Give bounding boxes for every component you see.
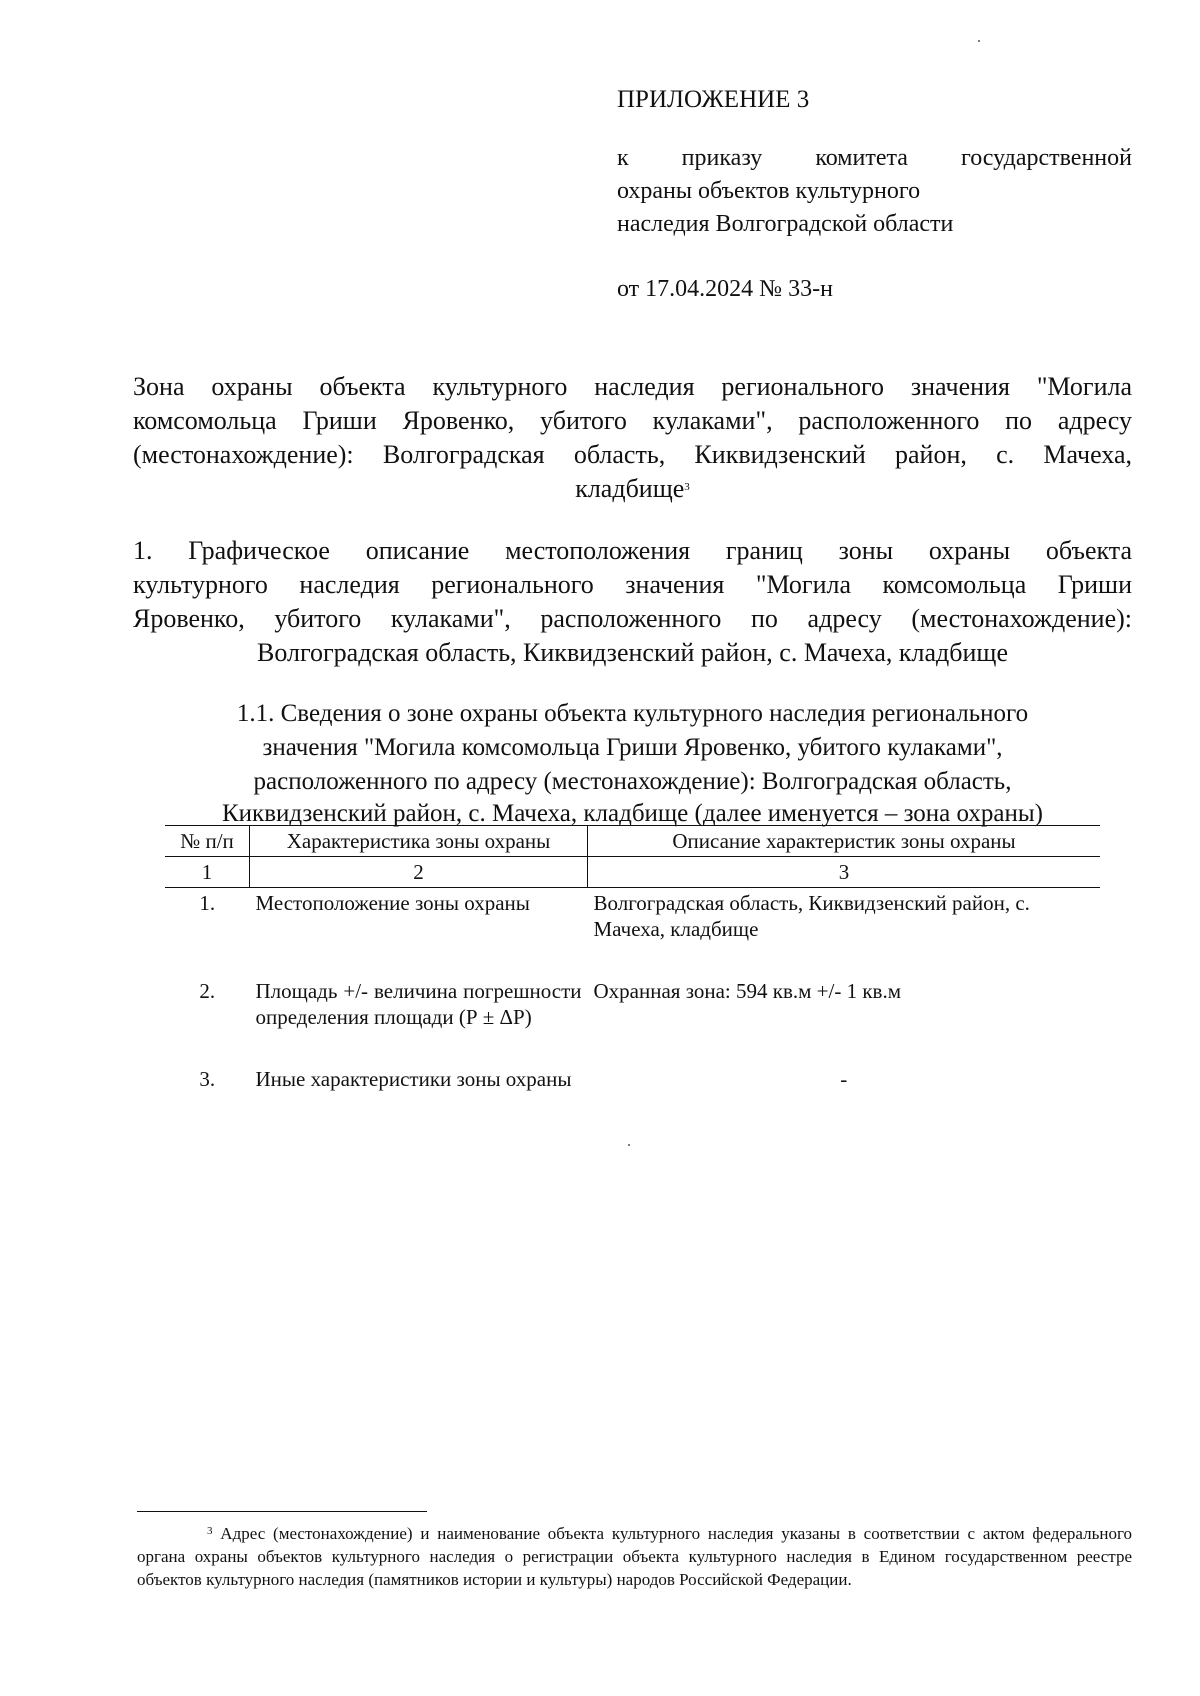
- row-description: -: [840, 1067, 848, 1091]
- section11-line-2: значения "Могила комсомольца Гриши Яровенко, убитого кулаками",: [262, 734, 1003, 761]
- table-row: [165, 888, 1100, 945]
- section1-line-3: Яровенко, убитого кулаками", расположенного по адресу (местонахождение):: [133, 604, 1132, 633]
- column-number-1: 1: [165, 857, 250, 888]
- row-description: Волгоградская область, Киквидзенский район, с. Мачеха, кладбище: [593, 891, 1030, 941]
- section11-line-4: Киквидзенский район, с. Мачеха, кладбище (далее именуется – зона охраны): [222, 800, 1043, 827]
- heading-line-2: комсомольца Гриши Яровенко, убитого кулаками", расположенного по адресу: [133, 406, 1132, 435]
- row-number: 1.: [199, 891, 216, 915]
- heading-line-3: (местонахождение): Волгоградская область, Киквидзенский район, с. Мачеха,: [133, 440, 1132, 469]
- row-characteristic: Местоположение зоны охраны: [255, 891, 530, 915]
- appendix-date: от 17.04.2024 № 33-н: [617, 276, 833, 302]
- table-row: [165, 1032, 1100, 1094]
- column-number-3: 3: [588, 857, 1101, 888]
- heading-line-4-text: кладбище: [575, 474, 685, 503]
- heading-line-4: [133, 473, 1132, 505]
- footnote-separator: [137, 1511, 427, 1512]
- scan-speck: [628, 1144, 630, 1146]
- table-header-row: [165, 826, 1100, 857]
- appendix-order-line-1: к приказу комитета государственной: [617, 145, 1132, 171]
- table-row: [165, 944, 1100, 1032]
- header-number: № п/п: [165, 826, 250, 857]
- heading-footnote-ref: 3: [684, 481, 690, 493]
- row-number: 3.: [199, 1067, 216, 1091]
- section11-line-3: расположенного по адресу (местонахождение): Волгоградская область,: [253, 768, 1012, 795]
- zone-table: [165, 825, 1100, 1094]
- row-number: 2.: [199, 979, 216, 1003]
- section1-line-4: Волгоградская область, Киквидзенский район, с. Мачеха, кладбище: [257, 638, 1008, 667]
- header-description: Описание характеристик зоны охраны: [588, 826, 1101, 857]
- row-characteristic: Иные характеристики зоны охраны: [255, 1067, 572, 1091]
- heading-line-1: Зона охраны объекта культурного наследия регионального значения "Могила: [133, 372, 1132, 401]
- column-number-2: 2: [250, 857, 588, 888]
- footnote: [137, 1522, 1132, 1591]
- section1-line-2: культурного наследия регионального значения "Могила комсомольца Гриши: [133, 570, 1132, 599]
- appendix-order-line-2: охраны объектов культурного: [617, 178, 921, 204]
- footnote-text: Адрес (местонахождение) и наименование объекта культурного наследия указаны в соответствии с актом федерального органа охраны объектов культурного наследия о регистрации объекта культурного наследия в Едином государственном реестре объектов культурного наследия (памятников истории и культуры) народов Российской Федерации.: [137, 1524, 1132, 1589]
- appendix-title: ПРИЛОЖЕНИЕ 3: [617, 86, 810, 113]
- row-description: Охранная зона: 594 кв.м +/- 1 кв.м: [593, 979, 901, 1003]
- section11-line-1: 1.1. Сведения о зоне охраны объекта культурного наследия регионального: [236, 700, 1029, 727]
- row-characteristic: Площадь +/- величина погрешности определения площади (Р ± ΔР): [255, 979, 582, 1029]
- header-characteristic: Характеристика зоны охраны: [250, 826, 588, 857]
- footnote-ref: 3: [207, 1525, 213, 1537]
- scan-speck: [978, 40, 980, 42]
- section1-line-1: 1. Графическое описание местоположения границ зоны охраны объекта: [133, 536, 1132, 565]
- appendix-order-line-3: наследия Волгоградской области: [617, 211, 954, 237]
- table-column-numbers-row: [165, 857, 1100, 888]
